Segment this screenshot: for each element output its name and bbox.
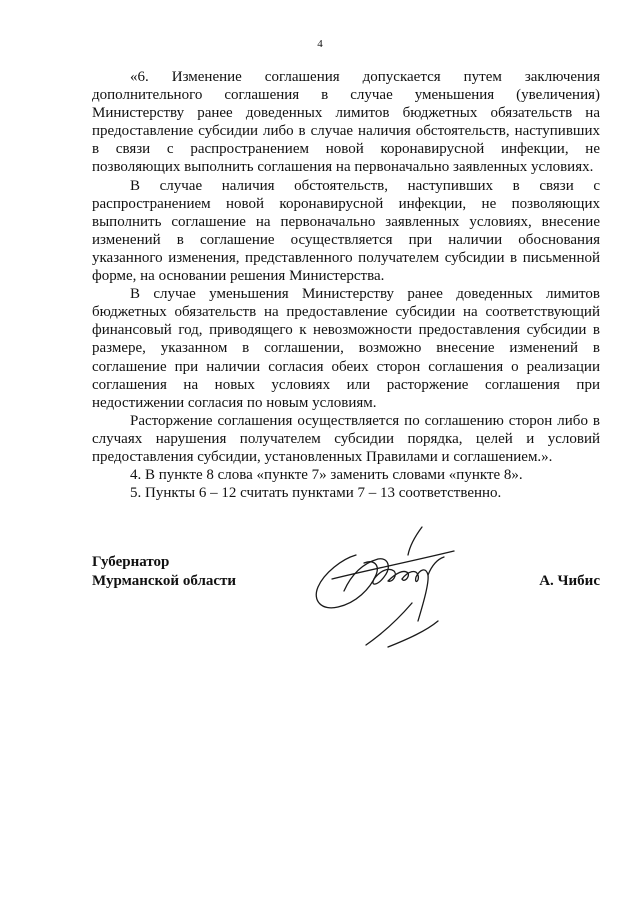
document-body	[92, 68, 600, 502]
signature-block	[92, 553, 600, 663]
signatory-position-line-1: Губернатор	[92, 554, 170, 570]
paragraph-item-4: 4. В пункте 8 слова «пункте 7» заменить словами «пункте 8».	[130, 467, 523, 484]
paragraph-covid-circumstances: В случае наличия обстоятельств, наступивших в связи с распространением новой коронавирусной инфекции, не позволяющих выполнить соглашение на первоначально заявленных условиях, внесение изменений в соглашение осуществляется при наличии обоснования указанного изменения, представленного получателем субсидии в письменной форме, на основании решения Министерства.	[92, 177, 600, 285]
paragraph-amendment-clause-6: «6. Изменение соглашения допускается путем заключения дополнительного соглашения в случае уменьшения (увеличения) Министерству ранее доведенных лимитов бюджетных обязательств на предоставление субсидии либо в случае наличия обстоятельств, наступивших в связи с распространением новой коронавирусной инфекции, не позволяющих выполнить соглашения на первоначально заявленных условиях.	[92, 69, 600, 176]
signatory-position	[92, 553, 236, 591]
page-number: 4	[317, 38, 323, 50]
signatory-name: А. Чибис	[539, 573, 600, 589]
handwritten-signature-icon	[304, 521, 464, 661]
signatory-position-line-2: Мурманской области	[92, 573, 237, 589]
paragraph-budget-reduction: В случае уменьшения Министерству ранее доведенных лимитов бюджетных обязательств на предоставление субсидии на соответствующий финансовый год, приводящего к невозможности предоставления субсидии в размере, указанном в соглашении, возможно внесение изменений в соглашение при наличии согласия обеих сторон соглашения о реализации соглашения на новых условиях или расторжение соглашения при недостижении согласия по новым условиям.	[92, 286, 600, 411]
paragraph-termination: Расторжение соглашения осуществляется по соглашению сторон либо в случаях нарушения получателем субсидии порядка, целей и условий предоставления субсидии, установленных Правилами и соглашением.».	[92, 412, 600, 465]
paragraph-item-5: 5. Пункты 6 – 12 считать пунктами 7 – 13 соответственно.	[130, 485, 502, 502]
